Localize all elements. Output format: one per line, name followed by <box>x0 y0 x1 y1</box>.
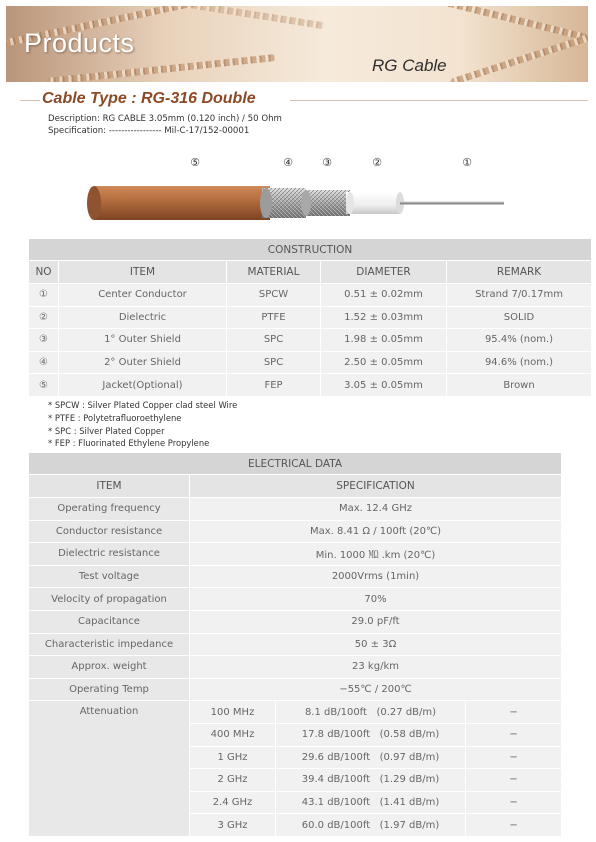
item-cell: Characteristic impedance <box>29 633 190 656</box>
material-notes <box>48 399 237 450</box>
center-conductor-segment <box>400 202 504 205</box>
table-row <box>29 498 562 521</box>
attenuation-row <box>29 701 562 724</box>
construction-heading: CONSTRUCTION <box>29 239 592 261</box>
item-cell: Velocity of propagation <box>29 588 190 611</box>
item-cell: Dielectric <box>59 306 227 329</box>
callout-2: ② <box>372 156 382 169</box>
no-cell: ⑤ <box>29 374 59 397</box>
attenuation-value-cell: 43.1 dB/100ft (1.41 dB/m) <box>276 791 466 814</box>
note-line: * SPCW : Silver Plated Copper clad steel Wire <box>48 400 238 410</box>
page-title: Cable Type : RG-316 Double <box>42 90 256 107</box>
material-cell: FEP <box>227 374 321 397</box>
remark-cell: Brown <box>447 374 592 397</box>
table-row <box>29 678 562 701</box>
outer-shield-2-segment <box>260 188 306 218</box>
remark-cell: SOLID <box>447 306 592 329</box>
material-cell: SPCW <box>227 284 321 307</box>
no-cell: ③ <box>29 329 59 352</box>
frequency-cell: 100 MHz <box>190 701 276 724</box>
column-header: ITEM <box>59 261 227 284</box>
spec-cell: Min. 1000 ㏁ .km (20℃) <box>190 543 562 566</box>
table-row <box>29 374 592 397</box>
frequency-cell: 400 MHz <box>190 723 276 746</box>
spec-cell: 23 kg/km <box>190 656 562 679</box>
attenuation-extra-cell: − <box>466 791 562 814</box>
item-cell: Operating frequency <box>29 498 190 521</box>
table-row <box>29 656 562 679</box>
material-cell: PTFE <box>227 306 321 329</box>
callout-1: ① <box>462 156 472 169</box>
diameter-cell: 1.98 ± 0.05mm <box>321 329 447 352</box>
note-line: * PTFE : Polytetrafluoroethylene <box>48 412 182 423</box>
callout-4: ④ <box>283 156 293 169</box>
remark-cell: 94.6% (nom.) <box>447 351 592 374</box>
attenuation-extra-cell: − <box>466 814 562 837</box>
header-banner <box>6 6 588 82</box>
section-title: Products <box>24 28 135 58</box>
spec-cell: Max. 12.4 GHz <box>190 498 562 521</box>
table-row <box>29 633 562 656</box>
material-cell: SPC <box>227 351 321 374</box>
jacket-segment <box>87 186 270 220</box>
attenuation-extra-cell: − <box>466 746 562 769</box>
attenuation-extra-cell: − <box>466 769 562 792</box>
no-cell: ② <box>29 306 59 329</box>
cable-type-heading <box>20 90 588 110</box>
table-row <box>29 520 562 543</box>
column-header: ITEM <box>29 475 190 498</box>
diameter-cell: 2.50 ± 0.05mm <box>321 351 447 374</box>
electrical-data-table <box>28 452 562 837</box>
item-cell: Center Conductor <box>59 284 227 307</box>
attenuation-value-cell: 8.1 dB/100ft (0.27 dB/m) <box>276 701 466 724</box>
no-cell: ④ <box>29 351 59 374</box>
electrical-heading: ELECTRICAL DATA <box>29 453 562 475</box>
spec-cell: Max. 8.41 Ω / 100ft (20℃) <box>190 520 562 543</box>
note-line: * FEP : Fluorinated Ethylene Propylene <box>48 438 210 449</box>
spec-cell: 70% <box>190 588 562 611</box>
product-line-label: RG Cable <box>372 56 447 75</box>
frequency-cell: 3 GHz <box>190 814 276 837</box>
attenuation-value-cell: 60.0 dB/100ft (1.97 dB/m) <box>276 814 466 837</box>
item-cell: Approx. weight <box>29 656 190 679</box>
item-cell: Operating Temp <box>29 678 190 701</box>
column-header: NO <box>29 261 59 284</box>
table-row <box>29 351 592 374</box>
column-header: SPECIFICATION <box>190 475 562 498</box>
dielectric-segment <box>346 192 404 214</box>
attenuation-extra-cell: − <box>466 723 562 746</box>
item-cell: Test voltage <box>29 565 190 588</box>
frequency-cell: 1 GHz <box>190 746 276 769</box>
item-cell: Conductor resistance <box>29 520 190 543</box>
no-cell: ① <box>29 284 59 307</box>
frequency-cell: 2 GHz <box>190 769 276 792</box>
item-cell: Capacitance <box>29 610 190 633</box>
material-cell: SPC <box>227 329 321 352</box>
attenuation-value-cell: 39.4 dB/100ft (1.29 dB/m) <box>276 769 466 792</box>
table-row <box>29 329 592 352</box>
diameter-cell: 1.52 ± 0.03mm <box>321 306 447 329</box>
construction-table <box>28 238 592 397</box>
frequency-cell: 2.4 GHz <box>190 791 276 814</box>
callout-5: ⑤ <box>190 156 200 169</box>
spec-cell: 2000Vrms (1min) <box>190 565 562 588</box>
remark-cell: Strand 7/0.17mm <box>447 284 592 307</box>
attenuation-value-cell: 29.6 dB/100ft (0.97 dB/m) <box>276 746 466 769</box>
attenuation-extra-cell: − <box>466 701 562 724</box>
note-line: * SPC : Silver Plated Copper <box>48 425 165 436</box>
item-cell: 1° Outer Shield <box>59 329 227 352</box>
table-row <box>29 306 592 329</box>
specification-text: Specification: ----------------- Mil-C-17/152-00001 <box>48 126 250 136</box>
attenuation-label: Attenuation <box>29 701 190 837</box>
spec-cell: 29.0 pF/ft <box>190 610 562 633</box>
column-header: REMARK <box>447 261 592 284</box>
table-row <box>29 610 562 633</box>
remark-cell: 95.4% (nom.) <box>447 329 592 352</box>
description-text: Description: RG CABLE 3.05mm (0.120 inch) / 50 Ohm <box>48 114 282 124</box>
callout-3: ③ <box>322 156 332 169</box>
table-row <box>29 588 562 611</box>
diameter-cell: 0.51 ± 0.02mm <box>321 284 447 307</box>
table-row <box>29 565 562 588</box>
spec-cell: 50 ± 3Ω <box>190 633 562 656</box>
column-header: DIAMETER <box>321 261 447 284</box>
item-cell: Dielectric resistance <box>29 543 190 566</box>
table-row <box>29 543 562 566</box>
column-header: MATERIAL <box>227 261 321 284</box>
outer-shield-1-segment <box>301 190 350 216</box>
spec-cell: −55℃ / 200℃ <box>190 678 562 701</box>
cable-cross-section-illustration <box>80 176 520 236</box>
attenuation-value-cell: 17.8 dB/100ft (0.58 dB/m) <box>276 723 466 746</box>
table-row <box>29 284 592 307</box>
item-cell: 2° Outer Shield <box>59 351 227 374</box>
diameter-cell: 3.05 ± 0.05mm <box>321 374 447 397</box>
item-cell: Jacket(Optional) <box>59 374 227 397</box>
